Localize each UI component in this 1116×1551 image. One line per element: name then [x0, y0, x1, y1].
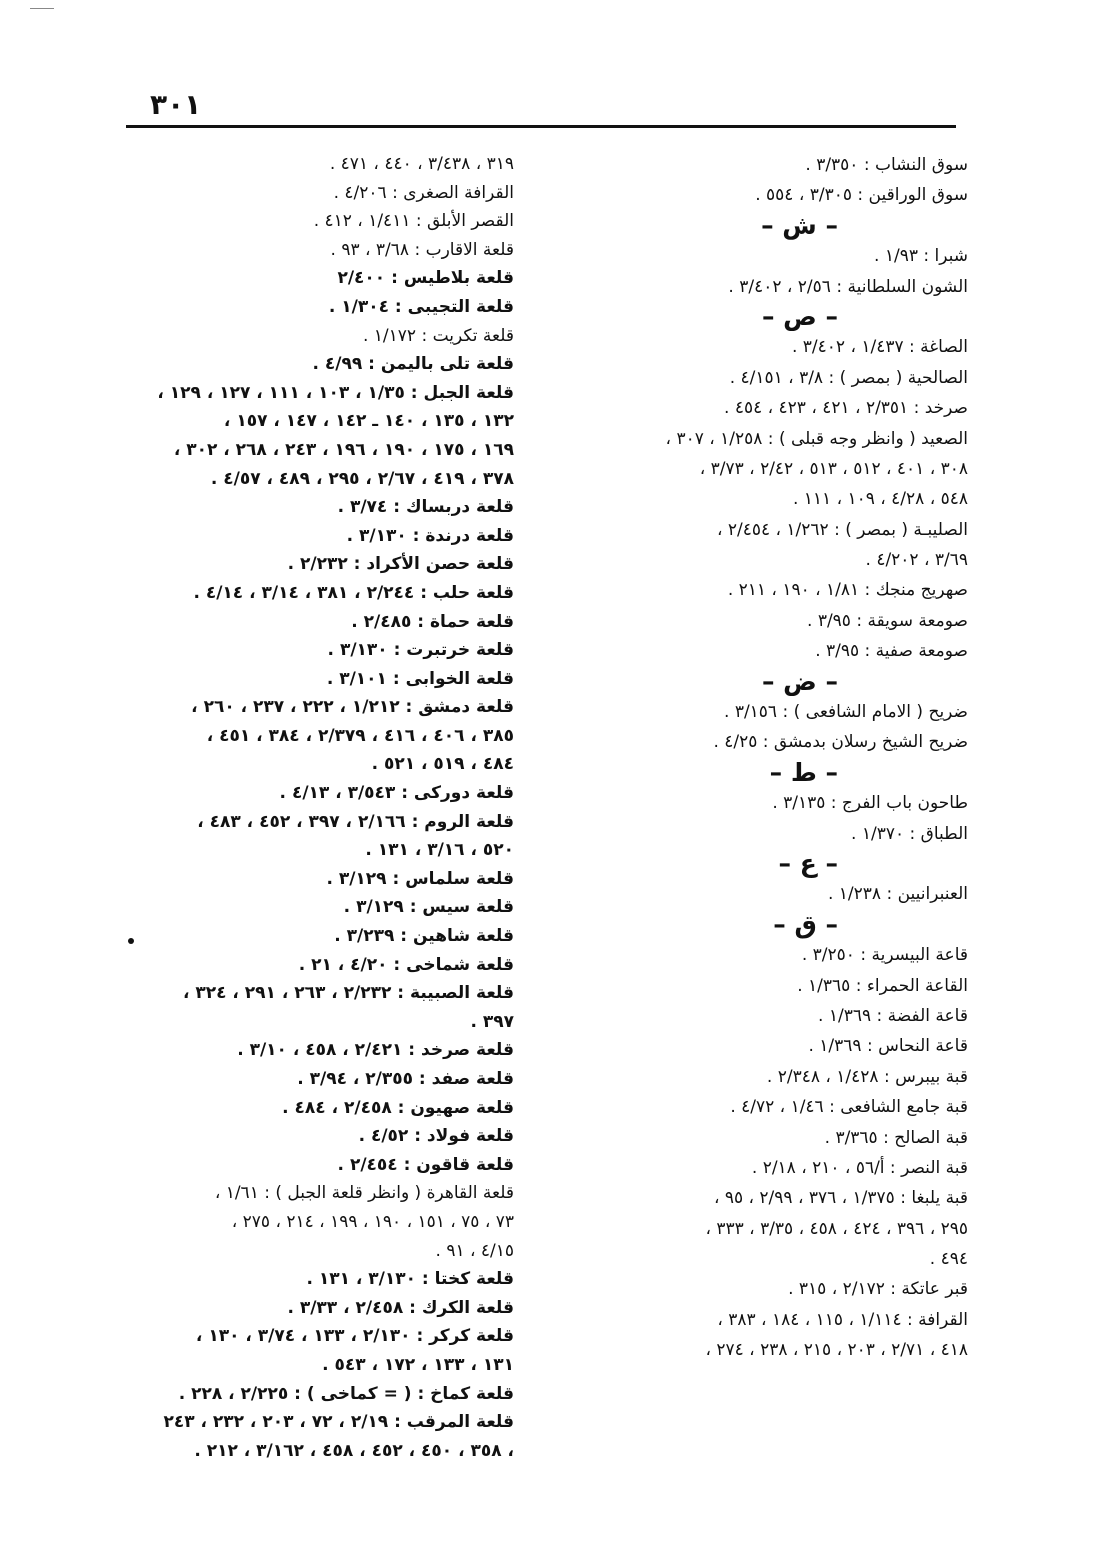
index-entry: صرخد : ٢/٣٥١ ، ٤٢١ ، ٤٢٣ ، ٤٥٤ . [724, 398, 968, 419]
index-entry: قلعة المرقب : ٢/١٩ ، ٧٢ ، ٢٠٣ ، ٢٣٢ ، ٢٤٣ [163, 1412, 514, 1433]
index-entry: قاعة البيسرية : ٣/٢٥٠ . [801, 945, 968, 966]
section-letter-heading: – ق – [773, 909, 838, 939]
section-letter-heading: – ض – [761, 666, 838, 696]
index-entry: قلعة حماة : ٢/٤٨٥ . [351, 611, 514, 632]
index-entry: ٣٩٧ . [470, 1011, 514, 1032]
index-entry: قلعة كركر : ٢/١٣٠ ، ١٣٣ ، ٣/٧٤ ، ١٣٠ ، [195, 1326, 514, 1347]
index-column-left [124, 150, 514, 1465]
index-entry: ٥٤٨ ، ٤/٢٨ ، ١٠٩ ، ١١١ . [792, 489, 968, 510]
index-entry: قلعة الجبل : ١/٣٥ ، ١٠٣ ، ١١١ ، ١٢٧ ، ١٢٩ ، [157, 382, 514, 403]
index-entry: قلعة سيس : ٣/١٢٩ . [343, 897, 514, 918]
section-letter-heading: – ص – [761, 301, 838, 331]
index-entry: قلعة بلاطيس : ٢/٤٠٠ [337, 268, 514, 289]
index-entry: شبرا : ١/٩٣ . [874, 246, 968, 267]
index-entry: قلعة صرخد : ٢/٤٢١ ، ٤٥٨ ، ٣/١٠ . [237, 1040, 514, 1061]
index-entry: صومعة سويقة : ٣/٩٥ . [807, 610, 968, 631]
index-entry: ضريح ( الامام الشافعى ) : ٣/١٥٦ . [724, 702, 968, 723]
index-entry: ٥٢٠ ، ٣/١٦ ، ١٣١ . [365, 840, 514, 861]
section-letter-heading: – ش – [761, 210, 838, 240]
header-rule [126, 125, 956, 128]
index-entry: ٣٨٥ ، ٤٠٦ ، ٤١٦ ، ٢/٣٧٩ ، ٣٨٤ ، ٤٥١ ، [206, 725, 514, 746]
index-entry: ٣٧٨ ، ٤١٩ ، ٢/٦٧ ، ٢٩٥ ، ٤٨٩ ، ٤/٥٧ . [210, 468, 514, 489]
index-entry: قلعة حصن الأكراد : ٢/٢٣٢ . [287, 554, 514, 575]
index-entry: طاحون باب الفرج : ٣/١٣٥ . [772, 793, 968, 814]
index-entry: قلعة دمشق : ١/٢١٢ ، ٢٢٢ ، ٢٣٧ ، ٢٦٠ ، [191, 697, 514, 718]
index-entry: قلعة الصبيبة : ٢/٢٣٢ ، ٢٦٣ ، ٢٩١ ، ٣٢٤ ، [182, 983, 514, 1004]
index-entry: قلعة فولاد : ٤/٥٢ . [358, 1126, 514, 1147]
index-entry: قبة جامع الشافعى : ١/٤٦ ، ٤/٧٢ . [730, 1097, 968, 1118]
index-entry: ٤/١٥ ، ٩١ . [435, 1240, 514, 1261]
index-entry: ٣١٩ ، ٣/٤٣٨ ، ٤٤٠ ، ٤٧١ . [329, 154, 514, 174]
index-entry: قلعة شاهين : ٣/٢٣٩ . [334, 926, 514, 947]
index-entry: قلعة صفد : ٢/٣٥٥ ، ٣/٩٤ . [297, 1069, 514, 1089]
index-entry: قلعة دربساك : ٣/٧٤ . [337, 497, 514, 518]
page-number: ٣٠١ [150, 88, 202, 121]
index-entry: سوق النشاب : ٣/٣٥٠ . [805, 155, 968, 175]
index-entry: صهريج منجك : ١/٨١ ، ١٩٠ ، ٢١١ . [727, 580, 968, 601]
section-letter-heading: – ع – [778, 848, 838, 878]
index-entry: الصالحية ( بمصر ) : ٣/٨ ، ٤/١٥١ . [729, 367, 968, 388]
index-entry: قلعة صهيون : ٢/٤٥٨ ، ٤٨٤ . [282, 1097, 514, 1118]
index-entry: قلعة كماخ : ( = كماخى ) : ٢/٢٢٥ ، ٢٢٨ . [178, 1383, 514, 1404]
index-entry: ٤٩٤ . [929, 1249, 968, 1270]
index-entry: ٣/٦٩ ، ٤/٢٠٢ . [865, 550, 968, 571]
index-entry: قلعة تكريت : ١/١٧٢ . [362, 325, 514, 346]
index-entry: قبة يلبغا : ١/٣٧٥ ، ٣٧٦ ، ٢/٩٩ ، ٩٥ ، [713, 1188, 968, 1209]
index-entry: قبة بيبرس : ١/٤٢٨ ، ٢/٣٤٨ . [766, 1066, 968, 1087]
index-entry: قلعة درندة : ٣/١٣٠ . [346, 525, 514, 546]
index-entry: القرافة الصغرى : ٤/٢٠٦ . [333, 182, 514, 203]
section-letter-heading: – ط – [769, 757, 838, 787]
index-entry: قلعة خرتبرت : ٣/١٣٠ . [327, 640, 514, 661]
index-entry: العنبرانيين : ١/٢٣٨ . [827, 884, 968, 905]
index-entry: قلعة الكرك : ٢/٤٥٨ ، ٣/٣٣ . [287, 1297, 514, 1318]
index-entry: ٤١٨ ، ٢/٧١ ، ٢٠٣ ، ٢١٥ ، ٢٣٨ ، ٢٧٤ ، [705, 1340, 968, 1361]
margin-dot [128, 938, 134, 944]
index-entry: قلعة الاقارب : ٣/٦٨ ، ٩٣ . [330, 239, 514, 260]
index-entry: القصر الأبلق : ١/٤١١ ، ٤١٢ . [313, 211, 514, 232]
index-entry: ١٦٩ ، ١٧٥ ، ١٩٠ ، ١٩٦ ، ٢٤٣ ، ٢٦٨ ، ٣٠٢ ، [173, 439, 514, 460]
index-entry: الشون السلطانية : ٢/٥٦ ، ٣/٤٠٢ . [728, 276, 968, 297]
index-entry: ٣٠٨ ، ٤٠١ ، ٥١٢ ، ٥١٣ ، ٢/٤٢ ، ٣/٧٣ ، [699, 458, 968, 479]
index-entry: سوق الوراقين : ٣/٣٠٥ ، ٥٥٤ . [755, 185, 968, 206]
index-entry: قلعة سلماس : ٣/١٢٩ . [326, 868, 514, 889]
index-entry: قلعة شماخى : ٤/٢٠ ، ٢١ . [298, 954, 514, 975]
index-entry: قلعة الروم : ٢/١٦٦ ، ٣٩٧ ، ٤٥٢ ، ٤٨٣ ، [197, 811, 514, 832]
index-entry: قبر عاتكة : ٢/١٧٢ ، ٣١٥ . [788, 1279, 968, 1300]
index-entry: ٢٩٥ ، ٣٩٦ ، ٤٢٤ ، ٤٥٨ ، ٣/٣٥ ، ٣٣٣ ، [705, 1218, 968, 1239]
index-entry: ٧٣ ، ٧٥ ، ١٥١ ، ١٩٠ ، ١٩٩ ، ٢١٤ ، ٢٧٥ ، [231, 1211, 514, 1232]
index-entry: قلعة الخوابى : ٣/١٠١ . [326, 668, 514, 689]
index-entry: الطباق : ١/٣٧٠ . [851, 823, 968, 844]
index-entry: قلعة حلب : ٢/٢٤٤ ، ٣٨١ ، ٣/١٤ ، ٤/١٤ . [193, 582, 514, 603]
index-entry: قلعة تلى باليمن : ٤/٩٩ . [312, 354, 514, 375]
index-entry: قلعة دوركى : ٣/٥٤٣ ، ٤/١٣ . [279, 783, 514, 804]
index-entry: قلعة التجيبى : ١/٣٠٤ . [328, 296, 514, 317]
index-entry: الصليبـة ( بمصر ) : ١/٢٦٢ ، ٢/٤٥٤ ، [716, 519, 968, 540]
index-entry: قاعة الفضة : ١/٣٦٩ . [818, 1005, 968, 1026]
index-entry: الصعيد ( وانظر وجه قبلى ) : ١/٢٥٨ ، ٣٠٧ ، [665, 428, 968, 449]
index-entry: الصاغة : ١/٤٣٧ ، ٣/٤٠٢ . [791, 337, 968, 358]
index-entry: ١٣١ ، ١٣٣ ، ١٧٢ ، ٥٤٣ . [322, 1354, 514, 1375]
index-entry: ١٣٢ ، ١٣٥ ، ١٤٠ ـ ١٤٢ ، ١٤٧ ، ١٥٧ ، [223, 411, 514, 432]
index-entry: ، ٣٥٨ ، ٤٥٠ ، ٤٥٢ ، ٤٥٨ ، ٣/١٦٢ ، ٢١٢ . [194, 1440, 514, 1461]
index-entry: ضريح الشيخ رسلان بدمشق : ٤/٢٥ . [713, 732, 968, 753]
index-entry: قلعة كختا : ٣/١٣٠ ، ١٣١ . [306, 1269, 514, 1290]
index-entry: قبة النصر : أ/٥٦ ، ٢١٠ ، ٢/١٨ . [751, 1157, 968, 1178]
index-entry: قبة الصالح : ٣/٣٦٥ . [824, 1127, 968, 1148]
index-entry: صومعة صفية : ٣/٩٥ . [815, 641, 968, 662]
index-entry: قلعة قاقون : ٢/٤٥٤ . [337, 1154, 514, 1175]
index-entry: قاعة النحاس : ١/٣٦٩ . [808, 1036, 968, 1057]
scan-mark [30, 8, 54, 9]
index-entry: القاعة الحمراء : ١/٣٦٥ . [797, 975, 968, 996]
index-entry: ٤٨٤ ، ٥١٩ ، ٥٢١ . [371, 754, 514, 775]
index-entry: قلعة القاهرة ( وانظر قلعة الجبل ) : ١/٦١ ، [214, 1183, 514, 1204]
index-entry: القرافة : ١/١١٤ ، ١١٥ ، ١٨٤ ، ٣٨٣ ، [717, 1309, 968, 1330]
index-column-right [568, 150, 968, 1366]
